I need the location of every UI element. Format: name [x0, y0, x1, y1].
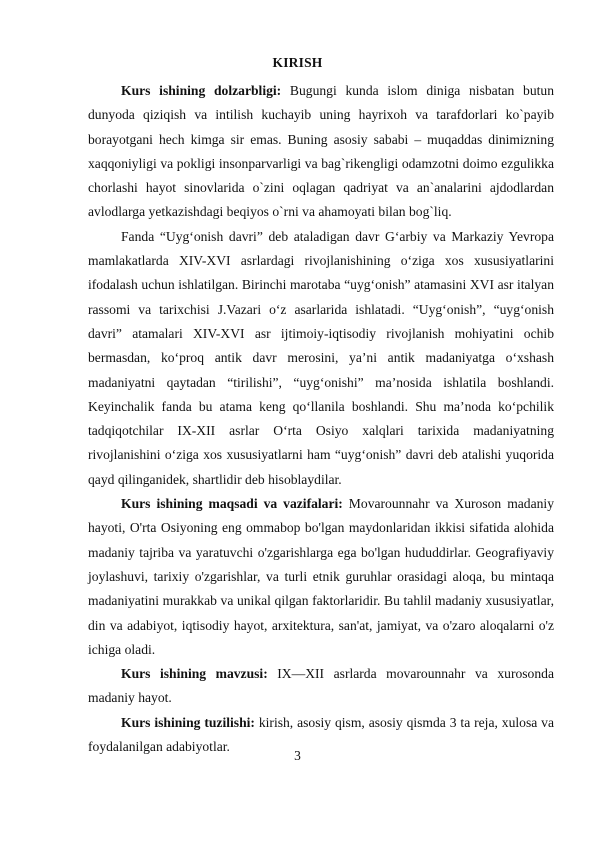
paragraph-label: Kurs ishining maqsadi va vazifalari:: [121, 496, 343, 512]
body-text: [88, 79, 554, 759]
paragraph-text: Movarounnahr va Xuroson madaniy hayoti, O'rta Osiyoning eng ommabop bo'lgan maydonlaridan ikkisi sifatida alohida madaniy tajriba va yaratuvchi o'zgarishlarga ega bo'lgan hududdirlar. Geografiyaviy joylashuvi, tarixiy o'zgarishlar, va turli etnik guruhlar orasidagi aloqa, bu mintaqa madaniyatini murakkab va unikal qilgan faktorlaridir. Bu tahlil madaniy xususiyatlar, din va adabiyot, iqtisodiy hayot, arxitektura, san'at, jamiyat, va o'zaro aloqalarni o'z ichiga oladi.: [88, 496, 554, 657]
paragraph-goals: [88, 492, 554, 662]
paragraph-label: Kurs ishining mavzusi:: [121, 666, 268, 682]
paragraph-renaissance: [88, 225, 554, 492]
paragraph-label: Kurs ishining dolzarbligi:: [121, 83, 282, 98]
paragraph-label: Kurs ishining tuzilishi:: [121, 714, 255, 730]
paragraph-relevance: [88, 79, 554, 225]
paragraph-text: IX—XII asrlarda movarounnahr va xurosonda madaniy hayot.: [88, 666, 554, 706]
paragraph-topic: [88, 662, 554, 711]
paragraph-text: Fanda “Uyg‘onish davri” deb ataladigan davr G‘arbiy va Markaziy Yevropa mamlakatlarda XIV-XVI asrlardagi rivojlanishining o‘ziga xos xususiyatlarini ifodalash uchun ishlatilgan. Birinchi marotaba “uyg‘onish” atamasini XVI asr italyan rassomi va tarixchisi J.Vazari o‘z asarlarida ishlatadi. “Uyg‘onish”, “uyg‘onish davri” atamalari XIV-XVI asr ijtimoiy-iqtisodiy rivojlanish mohiyatini ochib bermasdan, ko‘proq antik davr merosini, ya’ni antik madaniyatga o‘xshash madaniyatni qaytadan “tirilishi”, “uyg‘onishi” ma’nosida ishlatila boshlandi. Keyinchalik fanda bu atama keng qo‘llanila boshlandi. Shu ma’noda ko‘pchilik tadqiqotchilar IX-XII asrlar O‘rta Osiyo xalqlari tarixida madaniyatning rivojlanishini o‘ziga xos xususiyatlarni ham “uyg‘onish” davri deb atalishi yuqorida qayd qilinganidek, shartlidir deb hisoblaydilar.: [88, 228, 554, 487]
page-title: KIRISH: [272, 55, 323, 70]
page-number: 3: [294, 748, 301, 763]
paragraph-text: kirish, asosiy qism, asosiy qismda 3 ta reja, xulosa va foydalanilgan adabiyotlar.: [88, 714, 554, 755]
paragraph-text: Bugungi kunda islom diniga nisbatan butun dunyoda qiziqish va intilish kuchayib uning hayrixoh va tarafdorlari ko`payib borayotgani hech kimga sir emas. Buning asosiy sababi – muqaddas dinimizning xaqqoniyligi va pokligi insonparvarligi va bag`rikengligi odamzotni doimo ezgulikka chorlashi hayot sinovlarida o`zini oqlagan qadriyat va an`analarini ajdodlardan avlodlarga yetkazishdagi beqiyos o`rni va ahamoyati bilan bog`liq.: [88, 83, 554, 220]
